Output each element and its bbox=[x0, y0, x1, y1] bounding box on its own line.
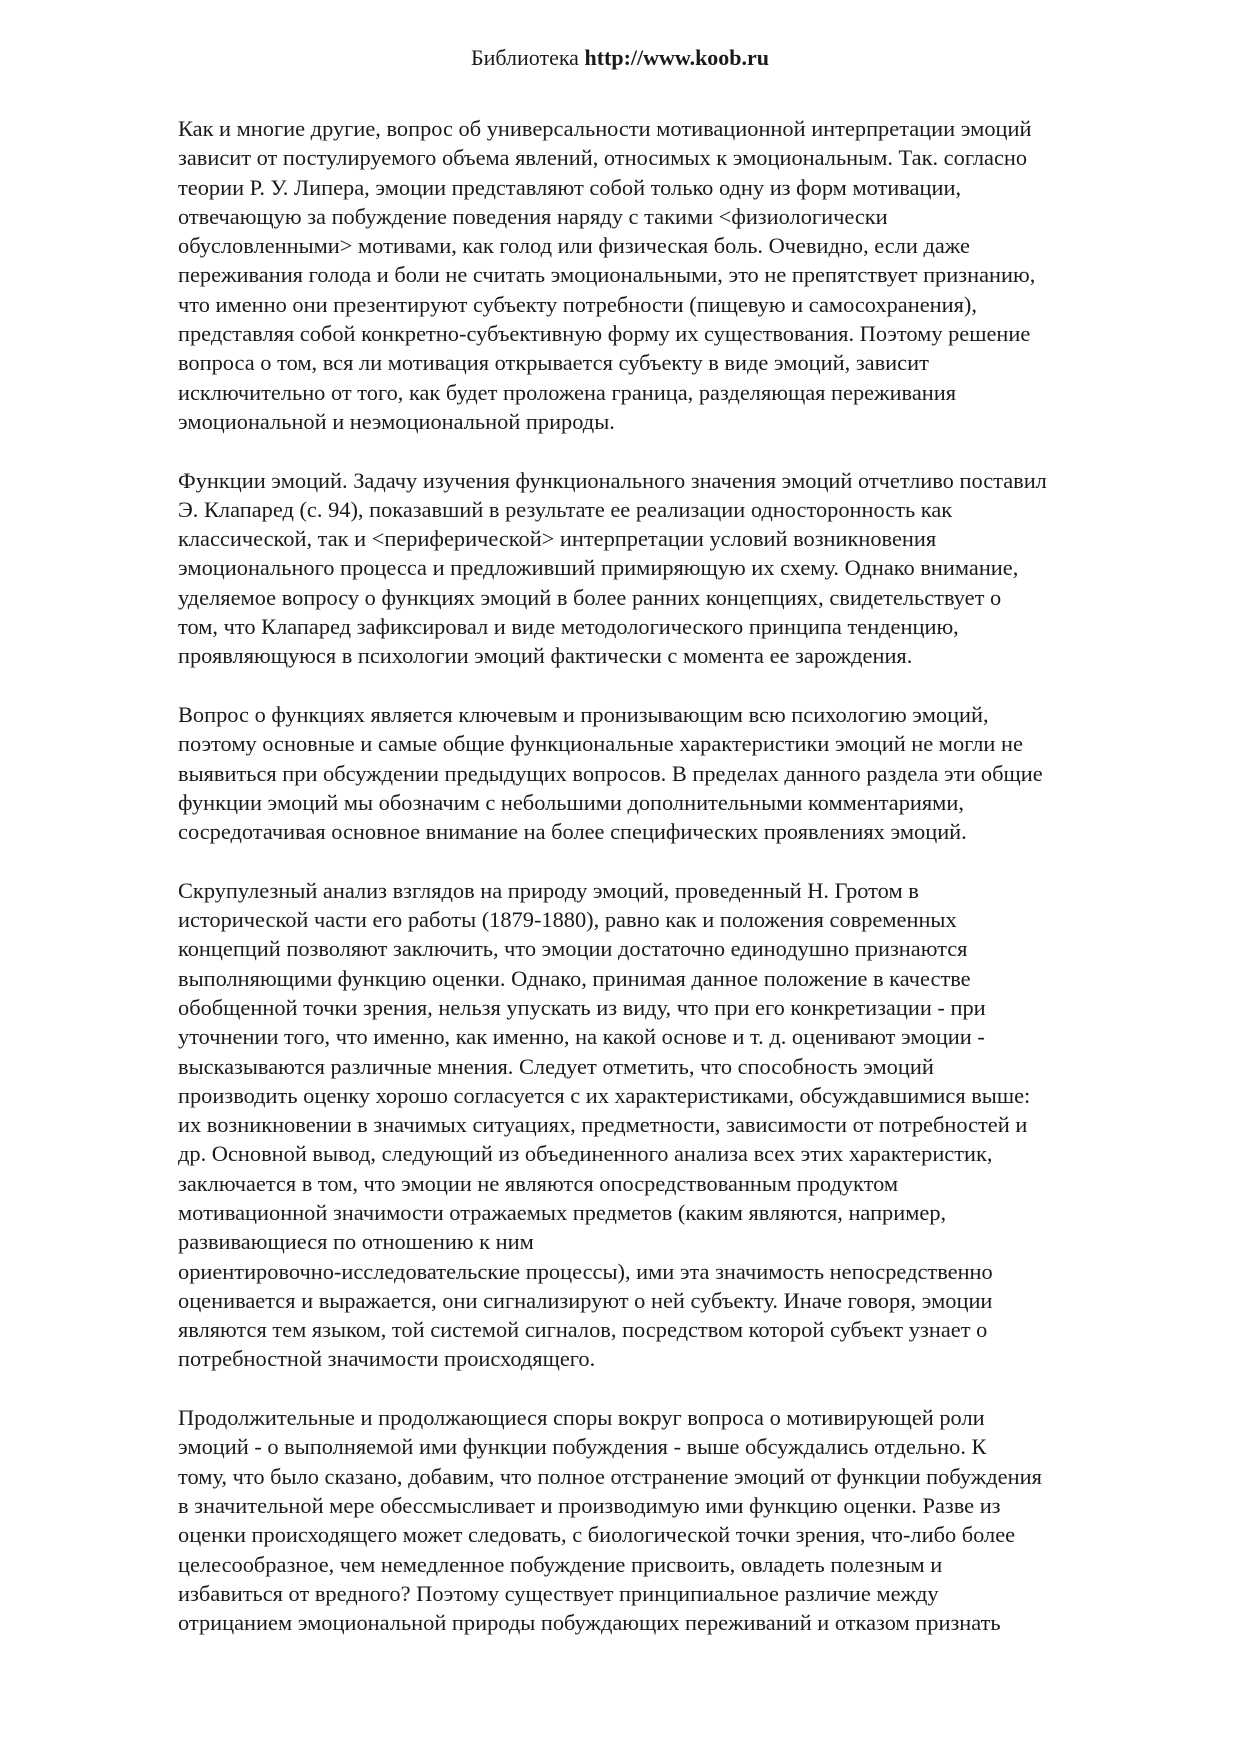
text-line: зависит от постулируемого объема явлений, относимых к эмоциональным. Так. согласно bbox=[178, 145, 1028, 171]
text-line: избавиться от вредного? Поэтому существует принципиальное различие между bbox=[178, 1580, 939, 1606]
text-line: мотивационной значимости отражаемых предметов (каким являются, например, bbox=[178, 1199, 947, 1225]
text-line: представляя собой конкретно-субъективную форму их существования. Поэтому решение bbox=[178, 321, 1031, 347]
text-line: проявляющуюся в психологии эмоций фактически с момента ее зарождения. bbox=[178, 643, 913, 669]
text-line: обобщенной точки зрения, нельзя упускать из виду, что при его конкретизации - при bbox=[178, 994, 986, 1020]
paragraph bbox=[178, 466, 1178, 671]
text-line: обусловленными> мотивами, как голод или физическая боль. Очевидно, если даже bbox=[178, 233, 970, 259]
text-line: оценки происходящего может следовать, с биологической точки зрения, что-либо более bbox=[178, 1522, 1016, 1548]
text-line: Скрупулезный анализ взглядов на природу эмоций, проведенный Н. Гротом в bbox=[178, 877, 919, 903]
text-line: заключается в том, что эмоции не являются опосредствованным продуктом bbox=[178, 1170, 899, 1196]
text-line: производить оценку хорошо согласуется с их характеристиками, обсуждавшимися выше: bbox=[178, 1082, 1031, 1108]
text-line: тому, что было сказано, добавим, что полное отстранение эмоций от функции побуждения bbox=[178, 1463, 1042, 1489]
text-line: Э. Клапаред (с. 94), показавший в результате ее реализации односторонность как bbox=[178, 496, 953, 522]
text-line: классической, так и <периферической> интерпретации условий возникновения bbox=[178, 526, 937, 552]
text-line: том, что Клапаред зафиксировал и виде методологического принципа тенденцию, bbox=[178, 614, 959, 640]
text-line: целесообразное, чем немедленное побуждение присвоить, овладеть полезным и bbox=[178, 1551, 943, 1577]
text-line: сосредотачивая основное внимание на более специфических проявлениях эмоций. bbox=[178, 819, 967, 845]
text-line: Вопрос о функциях является ключевым и пронизывающим всю психологию эмоций, bbox=[178, 701, 989, 727]
text-line: эмоций - о выполняемой ими функции побуждения - выше обсуждались отдельно. К bbox=[178, 1434, 987, 1460]
text-line: уточнении того, что именно, как именно, на какой основе и т. д. оценивают эмоции - bbox=[178, 1024, 985, 1050]
paragraph bbox=[178, 876, 1178, 1374]
text-line: концепций позволяют заключить, что эмоции достаточно единодушно признаются bbox=[178, 936, 968, 962]
paragraph bbox=[178, 114, 1178, 436]
text-line: что именно они презентируют субъекту потребности (пищевую и самосохранения), bbox=[178, 291, 977, 317]
body-text bbox=[178, 114, 1178, 1667]
library-label: Библиотека bbox=[470, 45, 579, 70]
text-line: функции эмоций мы обозначим с небольшими дополнительными комментариями, bbox=[178, 789, 964, 815]
text-line: отрицанием эмоциональной природы побуждающих переживаний и отказом признать bbox=[178, 1610, 1001, 1636]
text-line: исторической части его работы (1879-1880), равно как и положения современных bbox=[178, 907, 957, 933]
text-line: потребностной значимости происходящего. bbox=[178, 1346, 596, 1372]
page-header bbox=[0, 44, 1240, 72]
text-line: Как и многие другие, вопрос об универсальности мотивационной интерпретации эмоций bbox=[178, 116, 1032, 141]
text-line: Функции эмоций. Задачу изучения функционального значения эмоций отчетливо поставил bbox=[178, 467, 1047, 493]
text-line: поэтому основные и самые общие функциональные характеристики эмоций не могли не bbox=[178, 731, 1023, 757]
text-line: являются тем языком, той системой сигналов, посредством которой субъект узнает о bbox=[178, 1317, 988, 1343]
text-line: вопроса о том, вся ли мотивация открывается субъекту в виде эмоций, зависит bbox=[178, 350, 929, 376]
library-url-link[interactable]: http://www.koob.ru bbox=[584, 45, 770, 70]
text-line: переживания голода и боли не считать эмоциональными, это не препятствует признанию, bbox=[178, 262, 1036, 288]
text-line: др. Основной вывод, следующий из объединенного анализа всех этих характеристик, bbox=[178, 1141, 993, 1167]
paragraph bbox=[178, 700, 1178, 846]
text-line: отвечающую за побуждение поведения наряду с такими <физиологически bbox=[178, 203, 888, 229]
paragraph bbox=[178, 1403, 1178, 1637]
text-line: высказываются различные мнения. Следует отметить, что способность эмоций bbox=[178, 1053, 934, 1079]
text-line: ориентировочно-исследовательские процессы), ими эта значимость непосредственно bbox=[178, 1258, 993, 1284]
text-line: в значительной мере обессмысливает и производимую ими функцию оценки. Разве из bbox=[178, 1492, 1001, 1518]
text-line: теории Р. У. Липера, эмоции представляют собой только одну из форм мотивации, bbox=[178, 174, 962, 200]
text-line: оценивается и выражается, они сигнализируют о ней субъекту. Иначе говоря, эмоции bbox=[178, 1287, 993, 1313]
text-line: эмоциональной и неэмоциональной природы. bbox=[178, 408, 615, 434]
text-line: эмоционального процесса и предложивший примиряющую их схему. Однако внимание, bbox=[178, 555, 1019, 581]
text-line: уделяемое вопросу о функциях эмоций в более ранних концепциях, свидетельствует о bbox=[178, 584, 1002, 610]
text-line: выявиться при обсуждении предыдущих вопросов. В пределах данного раздела эти общие bbox=[178, 760, 1043, 786]
text-line: Продолжительные и продолжающиеся споры вокруг вопроса о мотивирующей роли bbox=[178, 1405, 985, 1431]
text-line: развивающиеся по отношению к ним bbox=[178, 1229, 534, 1255]
text-line: исключительно от того, как будет проложена граница, разделяющая переживания bbox=[178, 379, 957, 405]
text-line: их возникновении в значимых ситуациях, предметности, зависимости от потребностей и bbox=[178, 1112, 1028, 1138]
text-line: выполняющими функцию оценки. Однако, принимая данное положение в качестве bbox=[178, 965, 971, 991]
